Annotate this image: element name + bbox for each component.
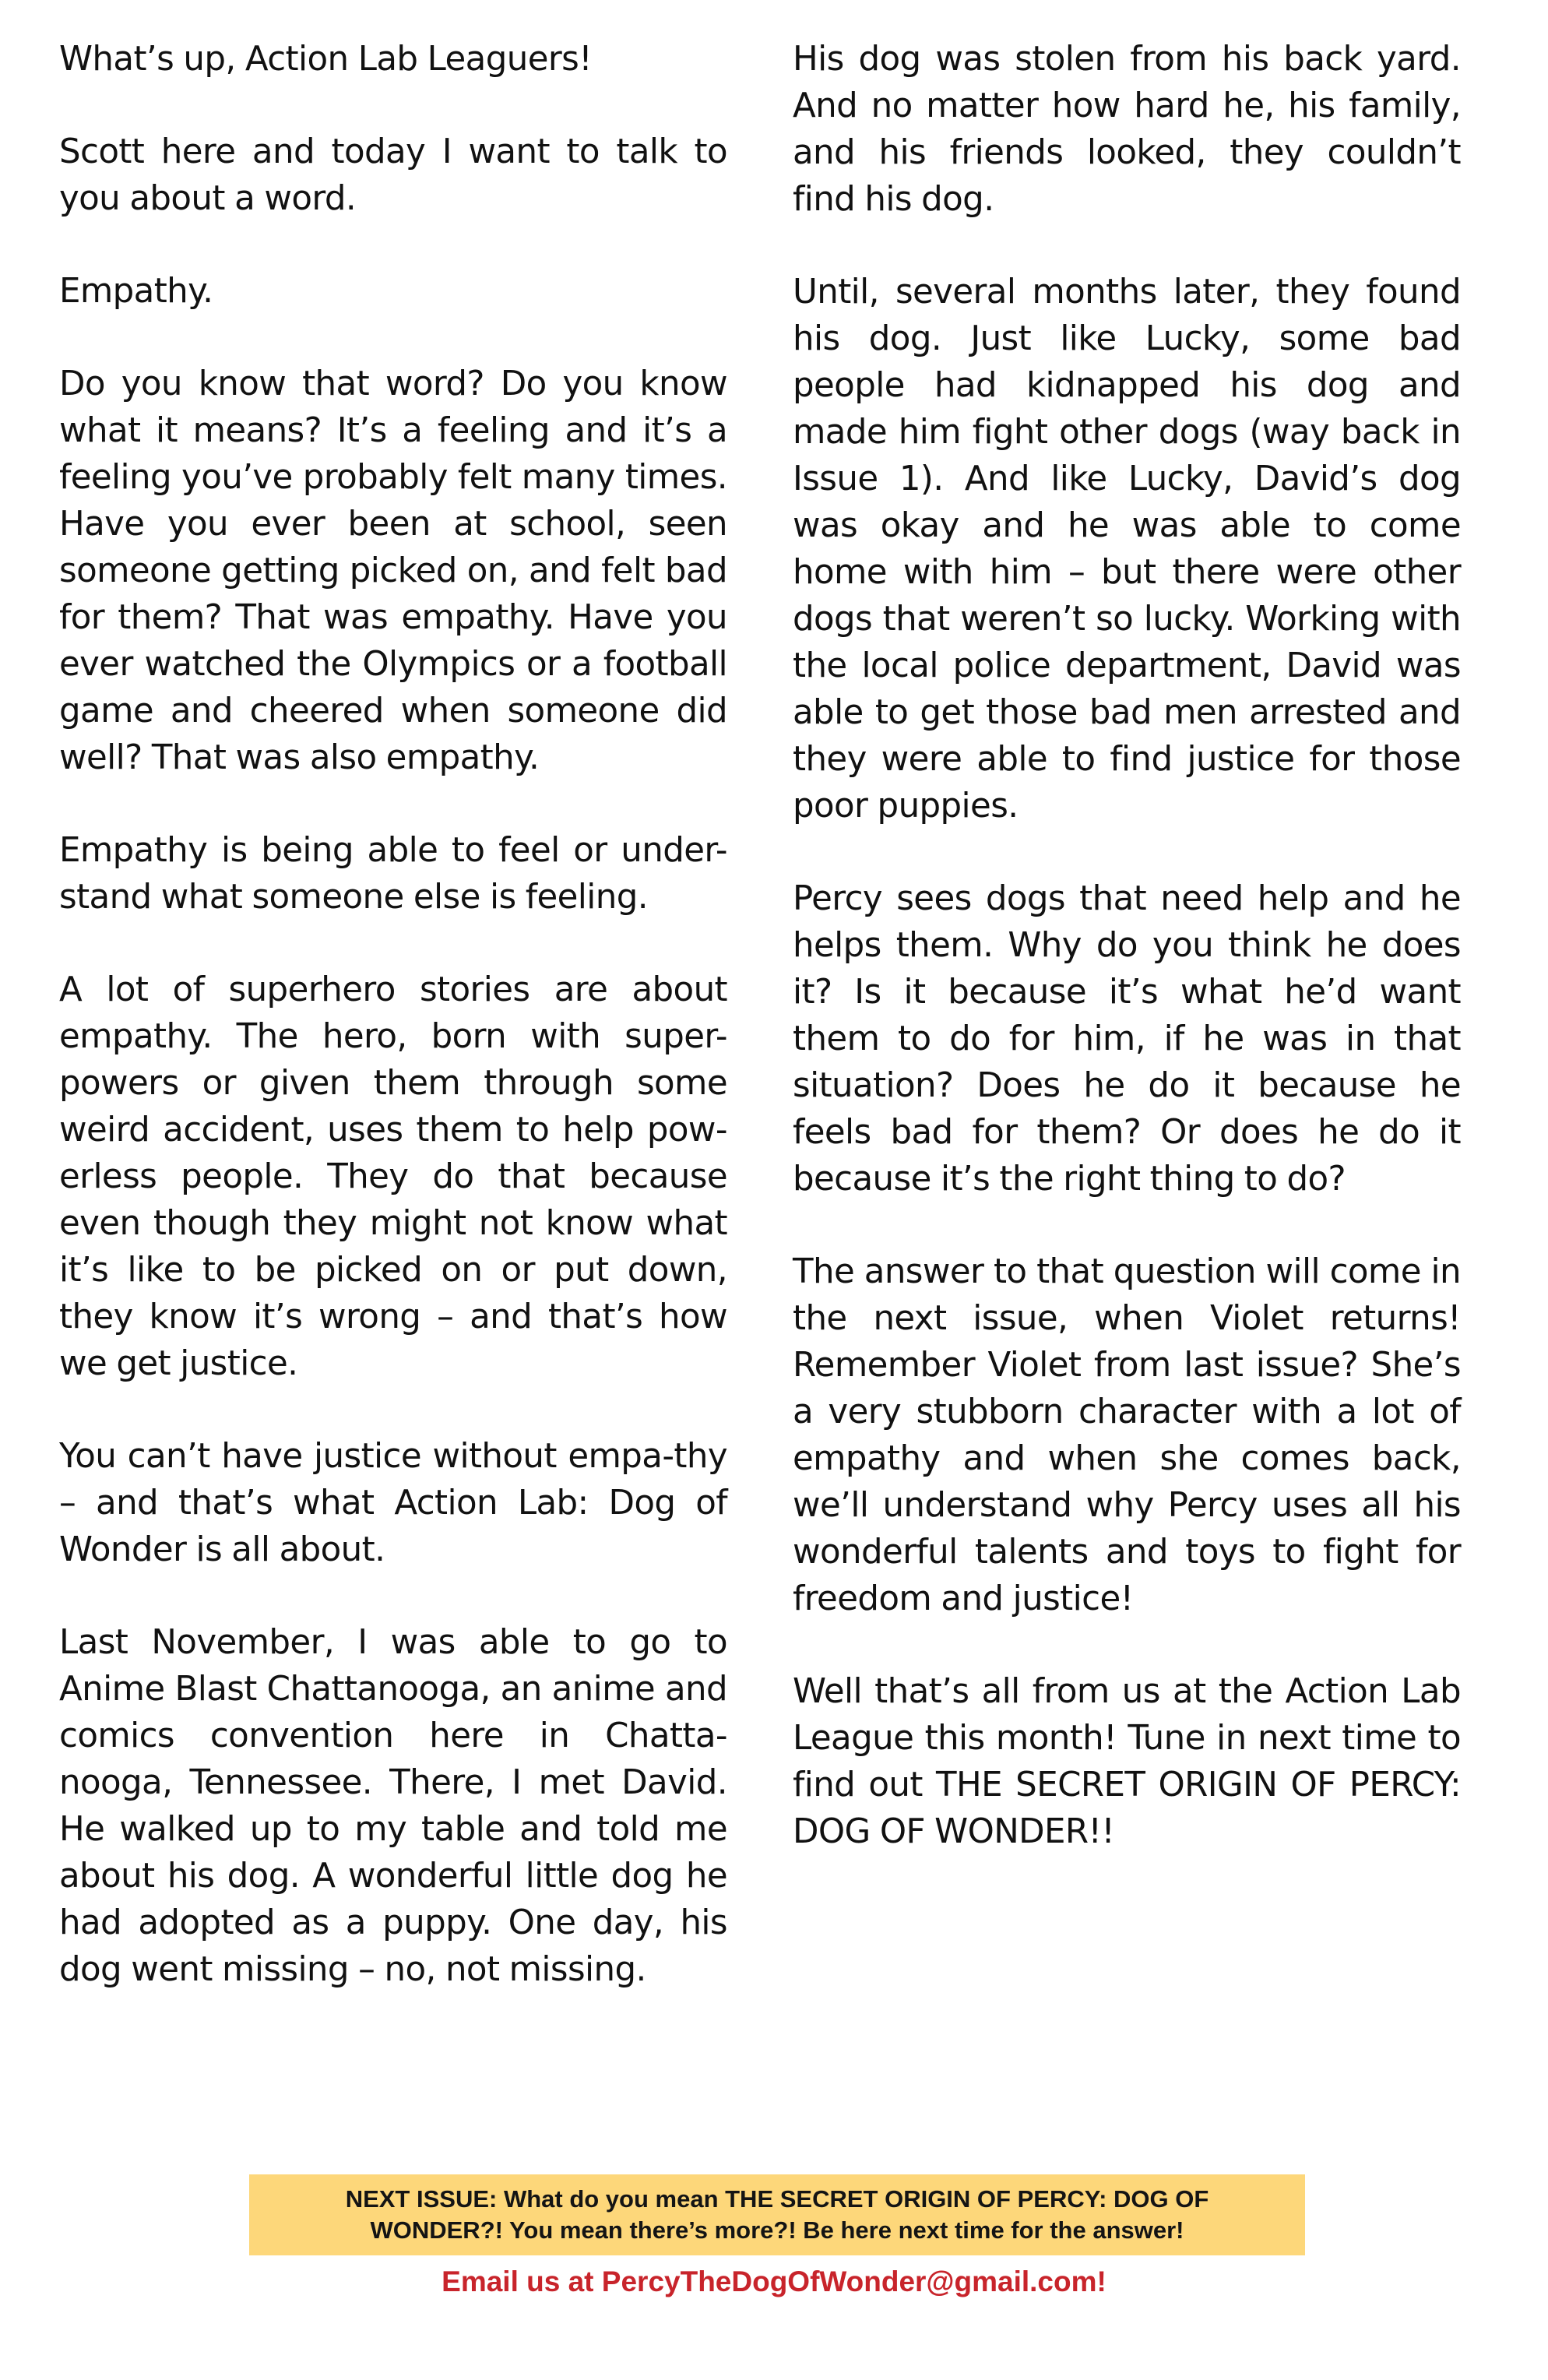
right-column bbox=[793, 36, 1461, 1855]
violet-returns-paragraph: The answer to that question will come in the next issue, when Violet returns! Remember Violet from last issue? She’s a very stubborn character with a lot of empathy and when she comes back, we’ll understand why Percy uses all his wonderful talents and toys to fight for freedom and justice! bbox=[793, 1252, 1461, 1618]
empathy-word-paragraph: Empathy. bbox=[59, 272, 213, 311]
left-column bbox=[59, 36, 727, 1993]
next-issue-banner: NEXT ISSUE: What do you mean THE SECRET ORIGIN OF PERCY: DOG OF WONDER?! You mean there’s more?! Be here next time for the answer! bbox=[249, 2174, 1305, 2255]
justice-paragraph: You can’t have justice without empa-thy – and that’s what Action Lab: Dog of Wonder is all about. bbox=[59, 1437, 727, 1569]
email-contact[interactable]: Email us at PercyTheDogOfWonder@gmail.com! bbox=[442, 2266, 1106, 2297]
sign-off-paragraph: Well that’s all from us at the Action Lab League this month! Tune in next time to find out THE SECRET ORIGIN OF PERCY: DOG OF WONDER!! bbox=[793, 1672, 1461, 1851]
intro-paragraph: Scott here and today I want to talk to you about a word. bbox=[59, 132, 727, 218]
empathy-definition-paragraph: Empathy is being able to feel or under-stand what someone else is feeling. bbox=[59, 831, 727, 917]
empathy-questions-paragraph: Do you know that word? Do you know what it means? It’s a feeling and it’s a feeling you’ve probably felt many times. Have you ever been at school, seen someone getting picked on, and felt bad for them? That was empathy. Have you ever watched the Olympics or a football game and cheered when someone did well? That was also empathy. bbox=[59, 364, 727, 777]
greeting-paragraph: What’s up, Action Lab Leaguers! bbox=[59, 40, 593, 79]
stolen-dog-paragraph: His dog was stolen from his back yard. And no matter how hard he, his family, and his friends looked, they couldn’t find his dog. bbox=[793, 40, 1461, 219]
convention-paragraph: Last November, I was able to go to Anime Blast Chattanooga, an anime and comics convention here in Chatta-nooga, Tennessee. There, I met David. He walked up to my table and told me about his dog. A wonderful little dog he had adopted as a puppy. One day, his dog went missing – no, not missing. bbox=[59, 1623, 727, 1989]
found-dog-paragraph: Until, several months later, they found his dog. Just like Lucky, some bad people had kidnapped his dog and made him fight other dogs (way back in Issue 1). And like Lucky, David’s dog was okay and he was able to come home with him – but there were other dogs that weren’t so lucky. Working with the local police department, David was able to get those bad men arrested and they were able to find justice for those poor puppies. bbox=[793, 273, 1461, 826]
percy-helps-paragraph: Percy sees dogs that need help and he helps them. Why do you think he does it? Is it because it’s what he’d want them to do for him, if he was in that situation? Does he do it because he feels bad for them? Or does he do it because it’s the right thing to do? bbox=[793, 879, 1461, 1199]
superhero-paragraph: A lot of superhero stories are about empathy. The hero, born with super-powers or given them through some weird accident, uses them to help pow-erless people. They do that because even though they might not know what it’s like to be picked on or put down, they know it’s wrong – and that’s how we get justice. bbox=[59, 970, 727, 1383]
